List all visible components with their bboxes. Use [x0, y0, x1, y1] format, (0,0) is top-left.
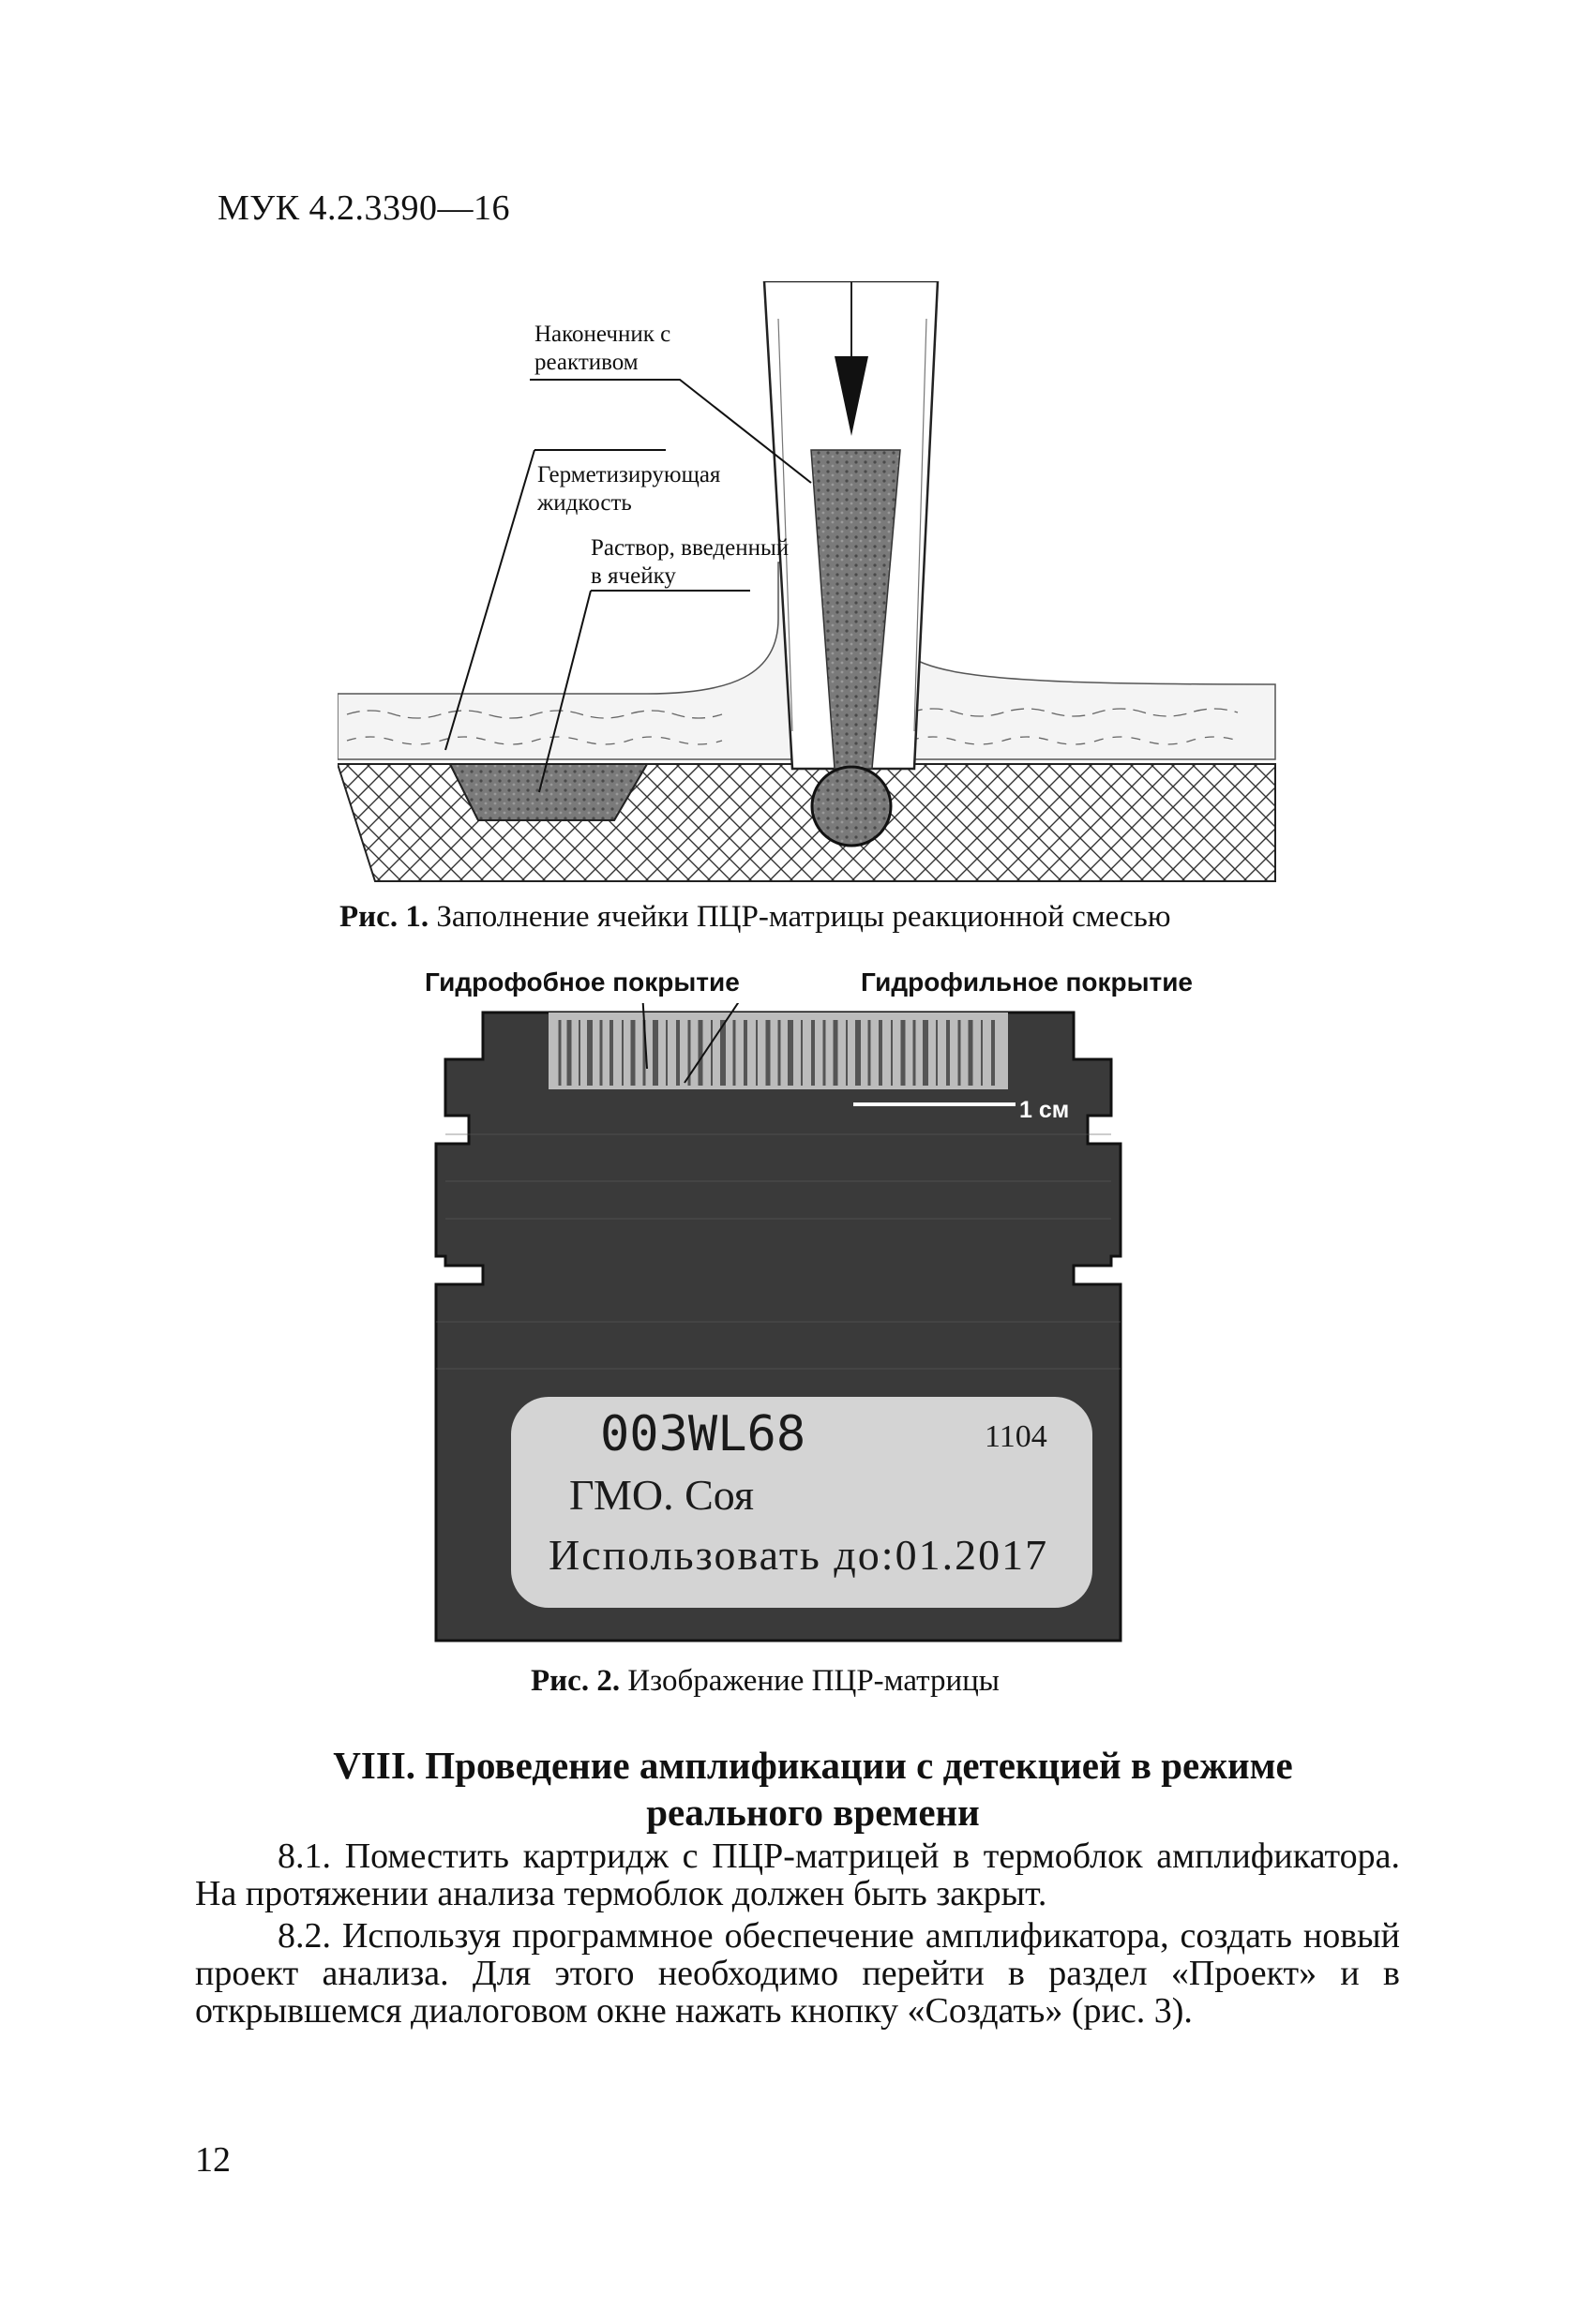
section-title: VIII. Проведение амплификации с детекцией в режиме реального времени: [333, 1744, 1293, 1834]
callout-solution: Раствор, введенный в ячейку: [591, 535, 790, 589]
label-hydrophobic: Гидрофобное покрытие: [425, 967, 740, 997]
sticker-product: ГМО. Соя: [569, 1471, 755, 1519]
callout-sealing-liquid: Герметизирующая жидкость: [537, 462, 721, 516]
paragraph-8-2: 8.2. Используя программное обеспечение амплификатора, создать новый проект анализа. Для этого необходимо перейти в раздел «Проект» и в открывшемся диалоговом окне нажать кнопку «Создать» (рис. 3).: [195, 1916, 1400, 2031]
callout-tip: Наконечник с реактивом: [534, 322, 671, 375]
scale-label: 1 см: [1019, 1097, 1070, 1123]
figure-1-caption: Рис. 1. Заполнение ячейки ПЦР-матрицы реакционной смесью: [339, 900, 1171, 934]
figure-2-caption: Рис. 2. Изображение ПЦР-матрицы: [531, 1664, 1000, 1698]
figure-1-diagram: [338, 281, 1289, 900]
reagent-droplet: [812, 767, 891, 846]
well-solution: [450, 764, 647, 820]
paragraph-8-1: 8.1. Поместить картридж с ПЦР-матрицей в термоблок амплификатора. На протяжении анализа термоблок должен быть закрыт.: [195, 1837, 1400, 1913]
sticker-code: 003WL68: [600, 1406, 806, 1462]
sticker-expiry: Использовать до:01.2017: [549, 1531, 1049, 1579]
matrix-label-sticker: [511, 1397, 1092, 1608]
sticker-lot: 1104: [985, 1419, 1047, 1454]
page-number: 12: [195, 2140, 231, 2180]
document-code: МУК 4.2.3390—16: [218, 188, 511, 228]
label-hydrophilic: Гидрофильное покрытие: [861, 967, 1193, 997]
